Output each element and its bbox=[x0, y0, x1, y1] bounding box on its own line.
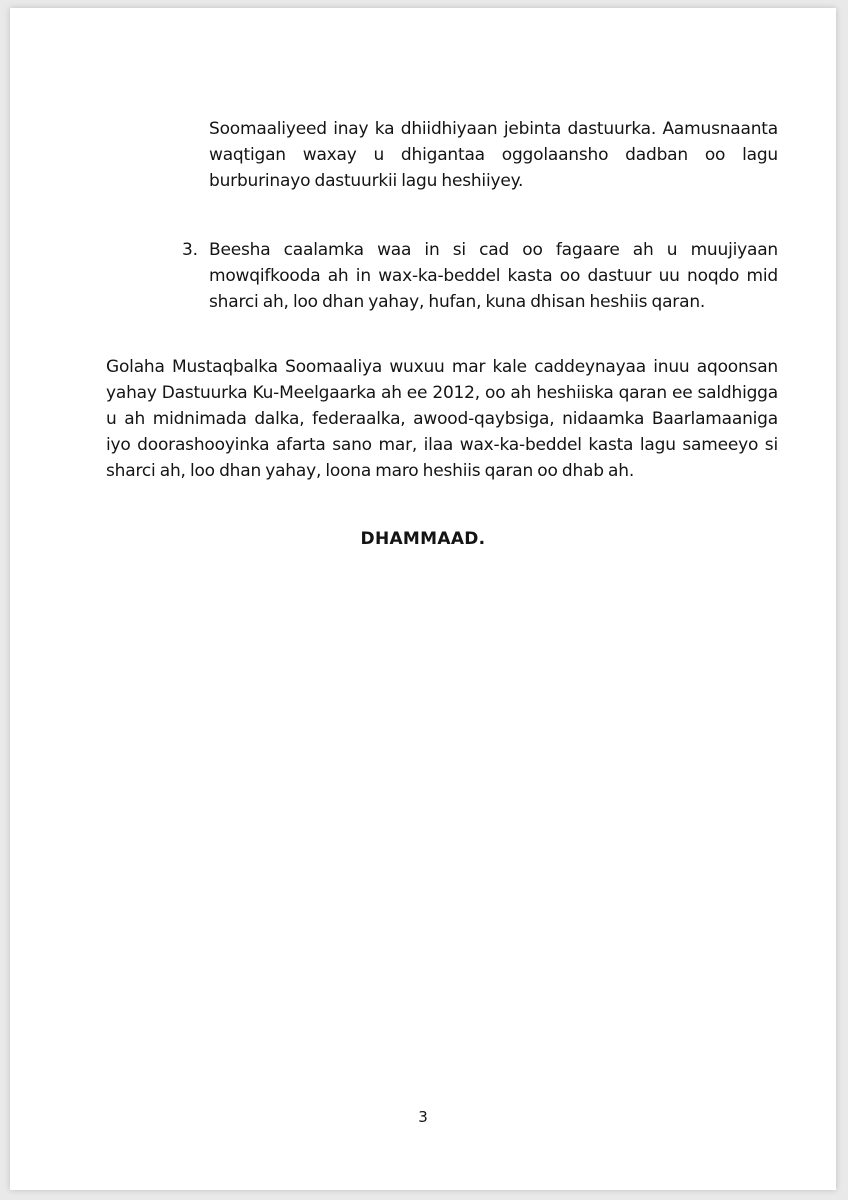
main-paragraph: Golaha Mustaqbalka Soomaaliya wuxuu mar kale caddeynayaa inuu aqoonsan yahay Dastuurka Ku-Meelgaarka ah ee 2012, oo ah heshiiska qaran ee saldhigga u ah midnimada dalka, federaalka, awood-qaybsiga, nidaamka Baarlamaaniga iyo doorashooyinka afarta sano mar, ilaa wax-ka-beddel kasta lagu sameeyo si sharci ah, loo dhan yahay, loona maro heshiis qaran oo dhab ah. bbox=[106, 357, 778, 481]
document-page bbox=[10, 8, 836, 1190]
continuation-paragraph: Soomaaliyeed inay ka dhiidhiyaan jebinta dastuurka. Aamusnaanta waqtigan waxay u dhigantaa oggolaansho dadban oo lagu burburinayo dastuurkii lagu heshiiyey. bbox=[209, 119, 778, 191]
list-item-text: Beesha caalamka waa in si cad oo fagaare ah u muujiyaan mowqifkooda ah in wax-ka-beddel kasta oo dastuur uu noqdo mid sharci ah, loo dhan yahay, hufan, kuna dhisan heshiis qaran. bbox=[209, 240, 778, 312]
page-number: 3 bbox=[418, 1108, 428, 1126]
closing-text: DHAMMAAD. bbox=[360, 529, 486, 549]
list-item-number: 3. bbox=[182, 240, 198, 260]
list-item bbox=[182, 237, 778, 315]
